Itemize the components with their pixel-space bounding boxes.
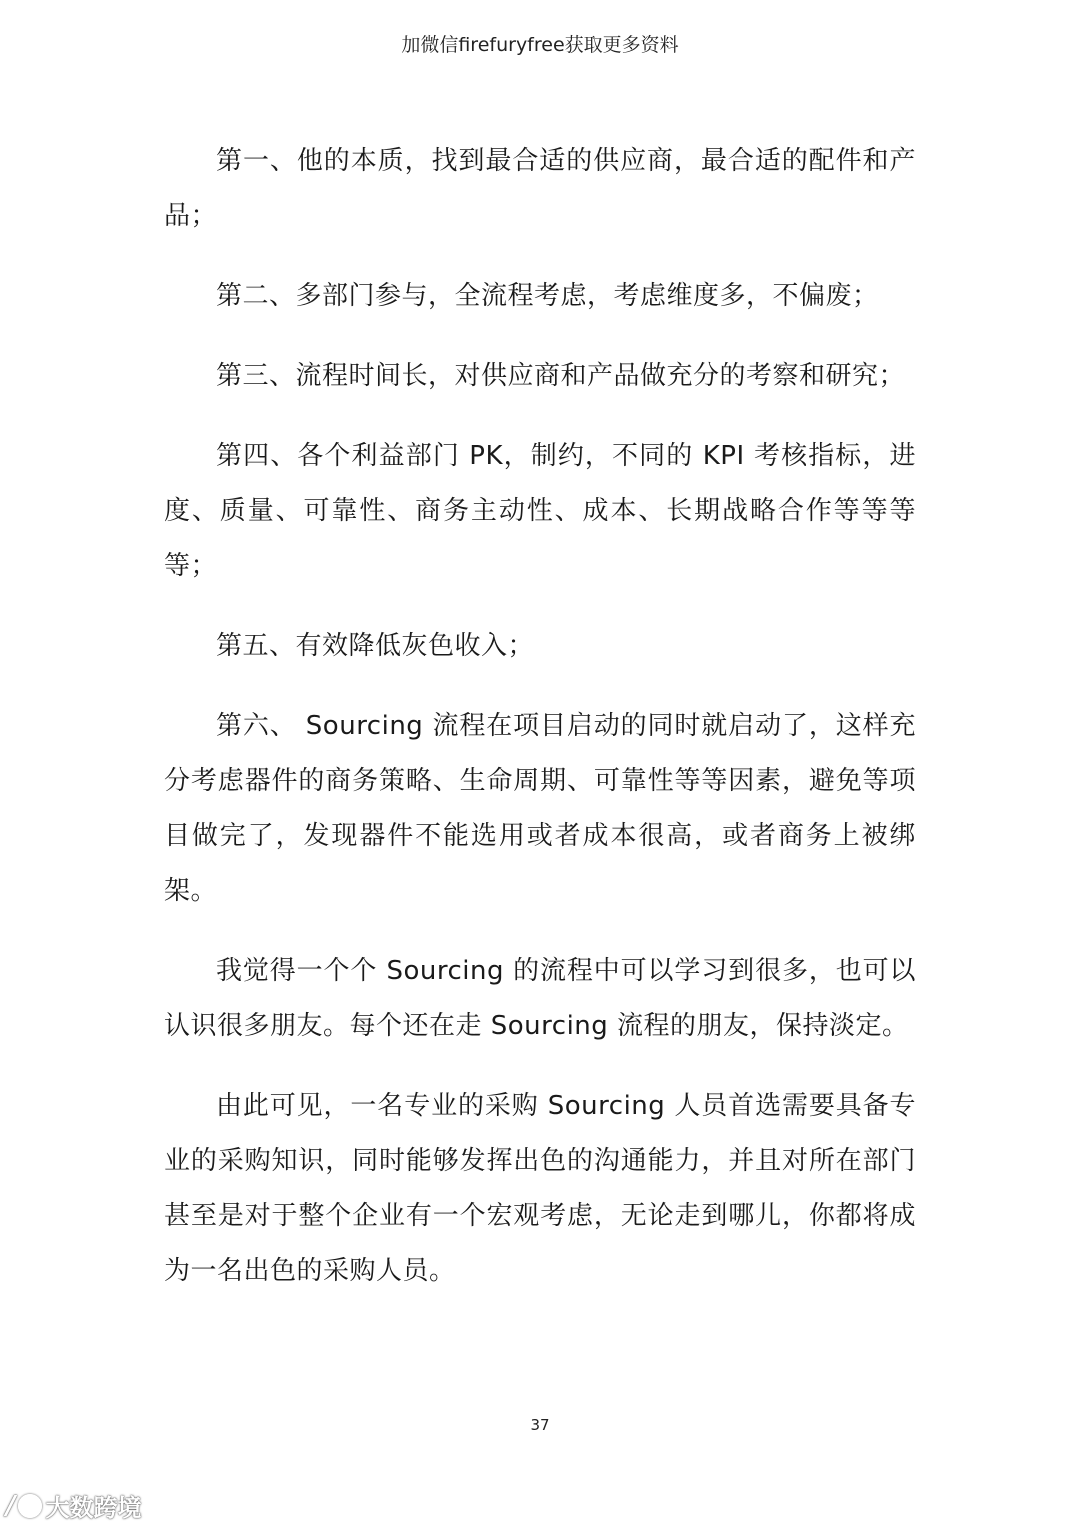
paragraph-5: 第五、有效降低灰色收入；: [216, 631, 535, 661]
paragraph-6: 第六、 Sourcing 流程在项目启动的同时就启动了，这样充分考虑器件的商务策略、生命周期、可靠性等等因素，避免等项目做完了，发现器件不能选用或者成本很高，或者商务上被绑架。: [164, 711, 916, 906]
paragraph-4: 第四、各个利益部门 PK，制约，不同的 KPI 考核指标，进度、质量、可靠性、商务主动性、成本、长期战略合作等等等等；: [164, 441, 916, 581]
watermark-logo-icon: /: [6, 1491, 42, 1521]
paragraph-3: 第三、流程时间长，对供应商和产品做充分的考察和研究；: [216, 361, 906, 391]
paragraph-2: 第二、多部门参与，全流程考虑，考虑维度多，不偏废；: [216, 281, 879, 311]
paragraph-1: 第一、他的本质，找到最合适的供应商，最合适的配件和产品；: [164, 146, 916, 231]
page-header: 加微信firefuryfree获取更多资料: [401, 34, 679, 56]
document-body: [164, 134, 916, 1299]
paragraph-8: 由此可见，一名专业的采购 Sourcing 人员首选需要具备专业的采购知识，同时能够发挥出色的沟通能力，并且对所在部门甚至是对于整个企业有一个宏观考虑，无论走到哪儿，你都将成为一名出色的采购人员。: [164, 1091, 916, 1286]
watermark-text: 大数跨境: [45, 1494, 142, 1522]
paragraph-7: 我觉得一个个 Sourcing 的流程中可以学习到很多，也可以认识很多朋友。每个还在走 Sourcing 流程的朋友，保持淡定。: [164, 956, 916, 1041]
watermark: [6, 1488, 142, 1523]
page-number: 37: [530, 1416, 550, 1434]
